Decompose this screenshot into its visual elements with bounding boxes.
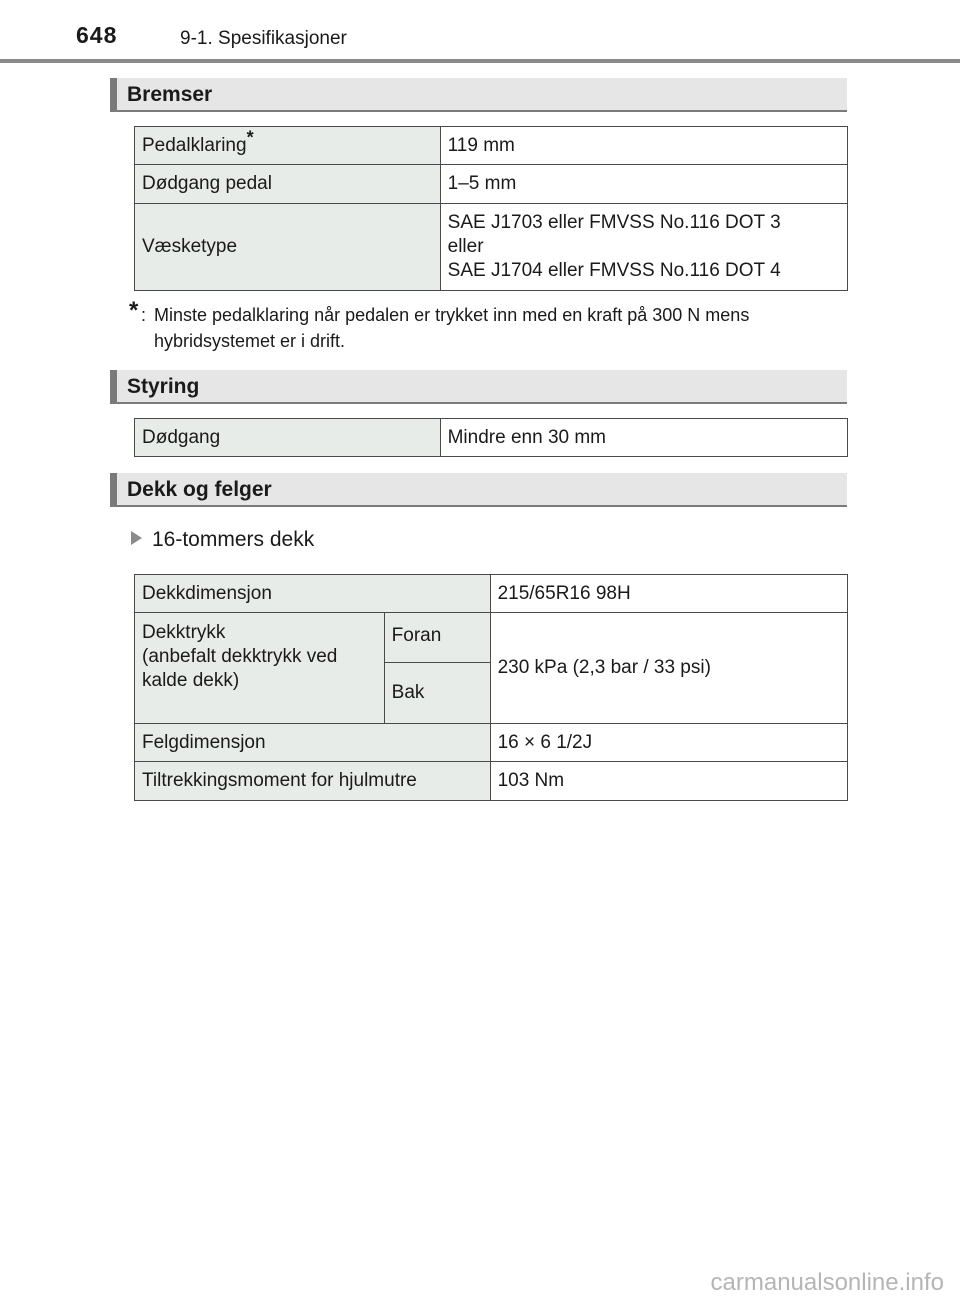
section-heading-label: Dekk og felger bbox=[127, 478, 272, 501]
table-row bbox=[135, 165, 848, 204]
table-row bbox=[135, 724, 848, 762]
tire-size-subheading: 16-tommers dekk bbox=[131, 528, 314, 552]
footnote-text: Minste pedalklaring når pedalen er trykket inn med en kraft på 300 N mens hybridsystemet er i drift. bbox=[154, 305, 750, 351]
triangle-bullet-icon bbox=[131, 531, 142, 545]
tire-pressure-value: 230 kPa (2,3 bar / 33 psi) bbox=[490, 613, 847, 724]
tire-pressure-label: Dekktrykk (anbefalt dekktrykk ved kalde dekk) bbox=[135, 613, 385, 724]
tire-pressure-front-label: Foran bbox=[384, 613, 490, 663]
footnote-star: * bbox=[129, 297, 139, 324]
table-row bbox=[135, 204, 848, 291]
rim-dimension-label: Felgdimensjon bbox=[135, 724, 491, 762]
brake-fluid-type-label: Væsketype bbox=[135, 204, 441, 291]
table-row bbox=[135, 419, 848, 457]
watermark: carmanualsonline.info bbox=[710, 1269, 944, 1296]
section-heading-tires bbox=[110, 473, 847, 507]
rim-dimension-value: 16 × 6 1/2J bbox=[490, 724, 847, 762]
brake-pedal-clearance-label: Pedalklaring* bbox=[135, 127, 441, 165]
fluid-line-3: SAE J1704 eller FMVSS No.116 DOT 4 bbox=[447, 260, 781, 281]
table-row bbox=[135, 127, 848, 165]
tire-pressure-label-line-2: (anbefalt dekktrykk ved bbox=[142, 646, 338, 667]
steering-table bbox=[134, 418, 848, 457]
footnote: * : Minste pedalklaring når pedalen er trykket inn med en kraft på 300 N mens hybridsystemet er i drift. bbox=[129, 302, 849, 354]
tire-pressure-rear-label: Bak bbox=[384, 663, 490, 724]
brake-fluid-type-value bbox=[440, 204, 847, 291]
fluid-line-2: eller bbox=[447, 236, 484, 257]
section-heading-label: Bremser bbox=[127, 83, 213, 106]
section-title: 9-1. Spesifikasjoner bbox=[180, 28, 347, 49]
tire-dimension-label: Dekkdimensjon bbox=[135, 575, 491, 613]
brake-pedal-freeplay-value: 1–5 mm bbox=[440, 165, 847, 204]
table-row bbox=[135, 613, 848, 663]
table-row bbox=[135, 575, 848, 613]
tire-dimension-value: 215/65R16 98H bbox=[490, 575, 847, 613]
page-number: 648 bbox=[76, 22, 118, 48]
section-heading-label: Styring bbox=[127, 375, 200, 398]
steering-freeplay-label: Dødgang bbox=[135, 419, 441, 457]
page-header bbox=[0, 0, 960, 64]
header-divider bbox=[0, 59, 960, 63]
wheel-nut-torque-label: Tiltrekkingsmoment for hjulmutre bbox=[135, 762, 491, 801]
section-heading-steering bbox=[110, 370, 847, 404]
brake-pedal-clearance-value: 119 mm bbox=[440, 127, 847, 165]
steering-freeplay-value: Mindre enn 30 mm bbox=[440, 419, 847, 457]
brake-pedal-freeplay-label: Dødgang pedal bbox=[135, 165, 441, 204]
wheel-nut-torque-value: 103 Nm bbox=[490, 762, 847, 801]
tires-table bbox=[134, 574, 848, 801]
fluid-line-1: SAE J1703 eller FMVSS No.116 DOT 3 bbox=[447, 212, 781, 233]
section-heading-brakes bbox=[110, 78, 847, 112]
table-row bbox=[135, 762, 848, 801]
footnote-mark: * bbox=[246, 127, 254, 148]
brakes-table bbox=[134, 126, 848, 291]
